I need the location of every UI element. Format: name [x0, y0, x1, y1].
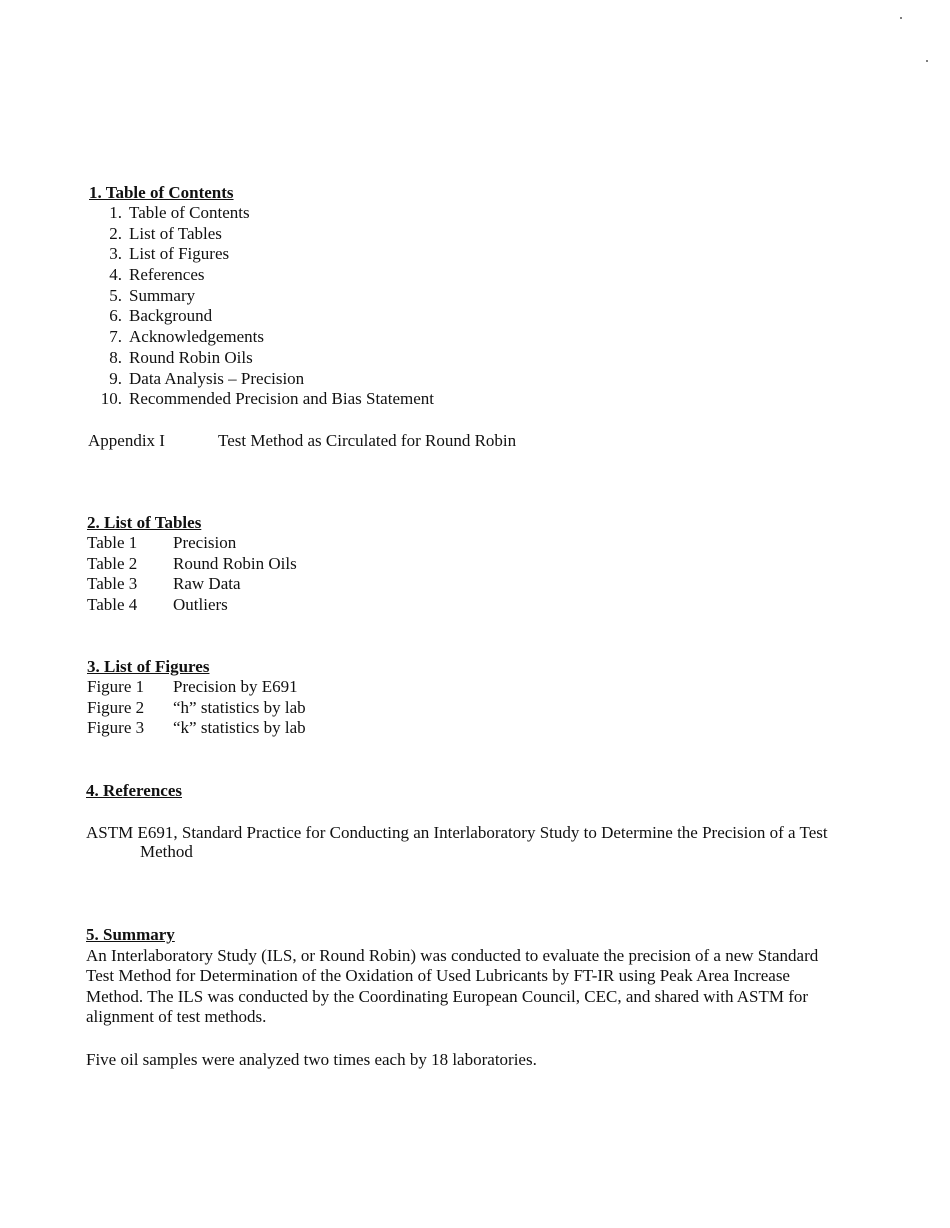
toc-item-number: 5. [109, 285, 122, 305]
references-heading: 4. References [86, 781, 182, 800]
figure-list-item [87, 677, 298, 698]
figure-list-label: Figure 2 [87, 698, 145, 717]
toc-item [98, 348, 434, 369]
table-list-item [87, 595, 228, 616]
toc-item-number: 4. [109, 265, 122, 285]
toc-item-number: 7. [109, 327, 122, 347]
toc-item [98, 203, 434, 224]
toc-item-label: References [129, 265, 205, 285]
toc-item-label: Round Robin Oils [129, 347, 253, 367]
toc-item [98, 224, 434, 245]
summary-paragraph: An Interlaboratory Study (ILS, or Round Robin) was conducted to evaluate the precision of a new Standard Test Method for Determination of the Oxidation of Used Lubricants by FT-IR using Peak Area Increase Method. The ILS was conducted by the Coordinating European Council, CEC, and shared with ASTM for alignment of test methods. [86, 946, 819, 1027]
table-list-item [87, 574, 241, 595]
table-list-item [87, 554, 297, 575]
toc-item-label: List of Tables [129, 223, 222, 243]
toc-item-number: 2. [109, 223, 122, 243]
toc-item-number: 6. [109, 306, 122, 326]
toc-item-number: 10. [100, 389, 122, 409]
toc-item [98, 286, 434, 307]
toc-item [98, 389, 434, 410]
figure-list-title: “h” statistics by lab [173, 698, 306, 717]
appendix-title: Test Method as Circulated for Round Robin [218, 431, 517, 450]
table-list-title: Round Robin Oils [173, 554, 297, 573]
toc-item [98, 369, 434, 390]
summary-heading: 5. Summary [86, 925, 175, 944]
toc-item-label: Recommended Precision and Bias Statement [129, 389, 434, 409]
reference-entry: ASTM E691, Standard Practice for Conducting an Interlaboratory Study to Determine the Precision of a Test Method [86, 823, 828, 861]
toc-item [98, 327, 434, 348]
table-list-label: Table 4 [87, 595, 138, 614]
figure-list-title: “k” statistics by lab [173, 718, 306, 737]
table-list-title: Outliers [173, 595, 228, 614]
figure-list-item [87, 718, 306, 739]
toc-item [98, 244, 434, 265]
table-list-label: Table 1 [87, 533, 138, 552]
figure-list-title: Precision by E691 [173, 677, 298, 696]
scan-speck [900, 17, 902, 19]
toc-item-number: 9. [109, 368, 122, 388]
tables-heading: 2. List of Tables [87, 513, 202, 532]
table-list-label: Table 3 [87, 574, 138, 593]
toc-item-label: List of Figures [129, 244, 230, 264]
toc-item-number: 8. [109, 347, 122, 367]
scan-speck [926, 60, 928, 62]
table-list-title: Raw Data [173, 574, 241, 593]
toc-item-label: Data Analysis – Precision [129, 368, 305, 388]
toc-item [98, 265, 434, 286]
figures-heading: 3. List of Figures [87, 657, 210, 676]
summary-paragraph: Five oil samples were analyzed two times each by 18 laboratories. [86, 1050, 537, 1069]
appendix-row [88, 431, 516, 452]
toc-list [98, 203, 434, 410]
toc-heading: 1. Table of Contents [89, 183, 234, 202]
table-list-item [87, 533, 236, 554]
toc-item-label: Acknowledgements [129, 327, 265, 347]
toc-item [98, 306, 434, 327]
figure-list-label: Figure 1 [87, 677, 145, 696]
figure-list-label: Figure 3 [87, 718, 145, 737]
table-list-title: Precision [173, 533, 237, 552]
toc-item-label: Background [129, 306, 213, 326]
toc-item-label: Table of Contents [129, 203, 250, 222]
table-list-label: Table 2 [87, 554, 138, 573]
figure-list-item [87, 698, 306, 719]
toc-item-number: 3. [109, 244, 122, 264]
appendix-label: Appendix I [88, 431, 165, 450]
toc-item-label: Summary [129, 285, 196, 305]
toc-item-number: 1. [109, 203, 122, 222]
